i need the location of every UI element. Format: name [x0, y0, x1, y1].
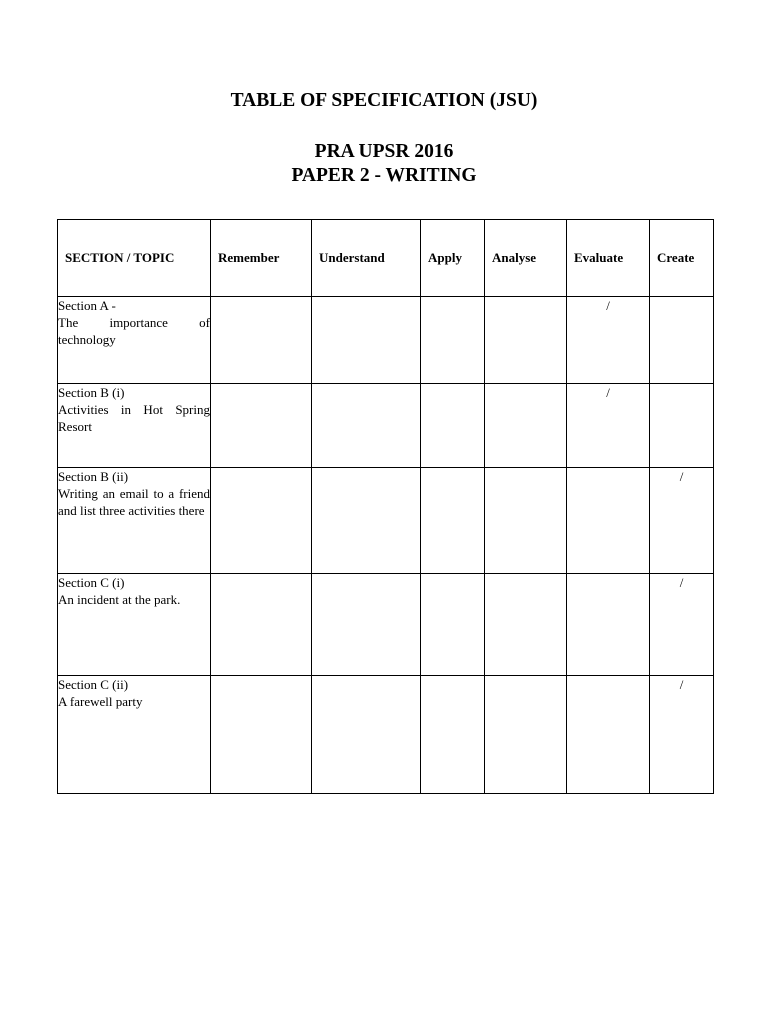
level-cell-understand [312, 468, 421, 574]
section-topic-cell [58, 676, 211, 794]
level-cell-create [650, 468, 714, 574]
page-title: TABLE OF SPECIFICATION (JSU) [230, 90, 538, 111]
column-header-evaluate: Evaluate [567, 220, 650, 297]
level-cell-evaluate [567, 297, 650, 384]
tick-mark: / [679, 677, 684, 692]
section-label: Section C (ii) [58, 677, 129, 692]
section-label: Section B (ii) [58, 469, 129, 484]
level-cell-evaluate [567, 676, 650, 794]
level-cell-analyse [485, 676, 567, 794]
level-cell-apply [421, 676, 485, 794]
level-cell-analyse [485, 297, 567, 384]
column-header-apply: Apply [421, 220, 485, 297]
table-row [58, 574, 714, 676]
table-row [58, 384, 714, 468]
topic-label: An incident at the park. [58, 592, 181, 607]
level-cell-understand [312, 676, 421, 794]
column-header-create: Create [650, 220, 714, 297]
level-cell-remember [211, 676, 312, 794]
tick-mark: / [679, 469, 684, 484]
level-cell-create [650, 676, 714, 794]
level-cell-evaluate [567, 468, 650, 574]
level-cell-remember [211, 297, 312, 384]
level-cell-analyse [485, 574, 567, 676]
tick-mark: / [679, 575, 684, 590]
level-cell-remember [211, 574, 312, 676]
topic-label: The importance of technology [58, 315, 210, 347]
level-cell-remember [211, 384, 312, 468]
level-cell-apply [421, 468, 485, 574]
level-cell-understand [312, 297, 421, 384]
level-cell-evaluate [567, 384, 650, 468]
column-header-analyse: Analyse [485, 220, 567, 297]
tick-mark: / [606, 298, 610, 313]
level-cell-remember [211, 468, 312, 574]
paper-name: PAPER 2 - WRITING [291, 165, 477, 186]
level-cell-apply [421, 574, 485, 676]
section-label: Section C (i) [58, 575, 125, 590]
table-row [58, 676, 714, 794]
tick-mark: / [606, 385, 610, 400]
section-label: Section B (i) [58, 385, 125, 400]
level-cell-apply [421, 297, 485, 384]
column-header-remember: Remember [211, 220, 312, 297]
level-cell-create [650, 384, 714, 468]
level-cell-create [650, 574, 714, 676]
topic-label: Writing an email to a friend and list three activities there [58, 486, 210, 518]
table-body [58, 297, 714, 794]
exam-name: PRA UPSR 2016 [314, 141, 454, 162]
column-header-understand: Understand [312, 220, 421, 297]
level-cell-apply [421, 384, 485, 468]
level-cell-understand [312, 574, 421, 676]
section-topic-cell [58, 468, 211, 574]
topic-label: A farewell party [58, 694, 143, 709]
level-cell-analyse [485, 468, 567, 574]
level-cell-understand [312, 384, 421, 468]
topic-label: Activities in Hot Spring Resort [58, 402, 210, 434]
level-cell-evaluate [567, 574, 650, 676]
level-cell-analyse [485, 384, 567, 468]
specification-table [57, 219, 714, 794]
table-row [58, 297, 714, 384]
table-header-row [58, 220, 714, 297]
table-row [58, 468, 714, 574]
section-topic-cell [58, 384, 211, 468]
section-label: Section A - [58, 298, 116, 313]
column-header-section-topic: SECTION / TOPIC [58, 220, 211, 297]
section-topic-cell [58, 297, 211, 384]
level-cell-create [650, 297, 714, 384]
section-topic-cell [58, 574, 211, 676]
